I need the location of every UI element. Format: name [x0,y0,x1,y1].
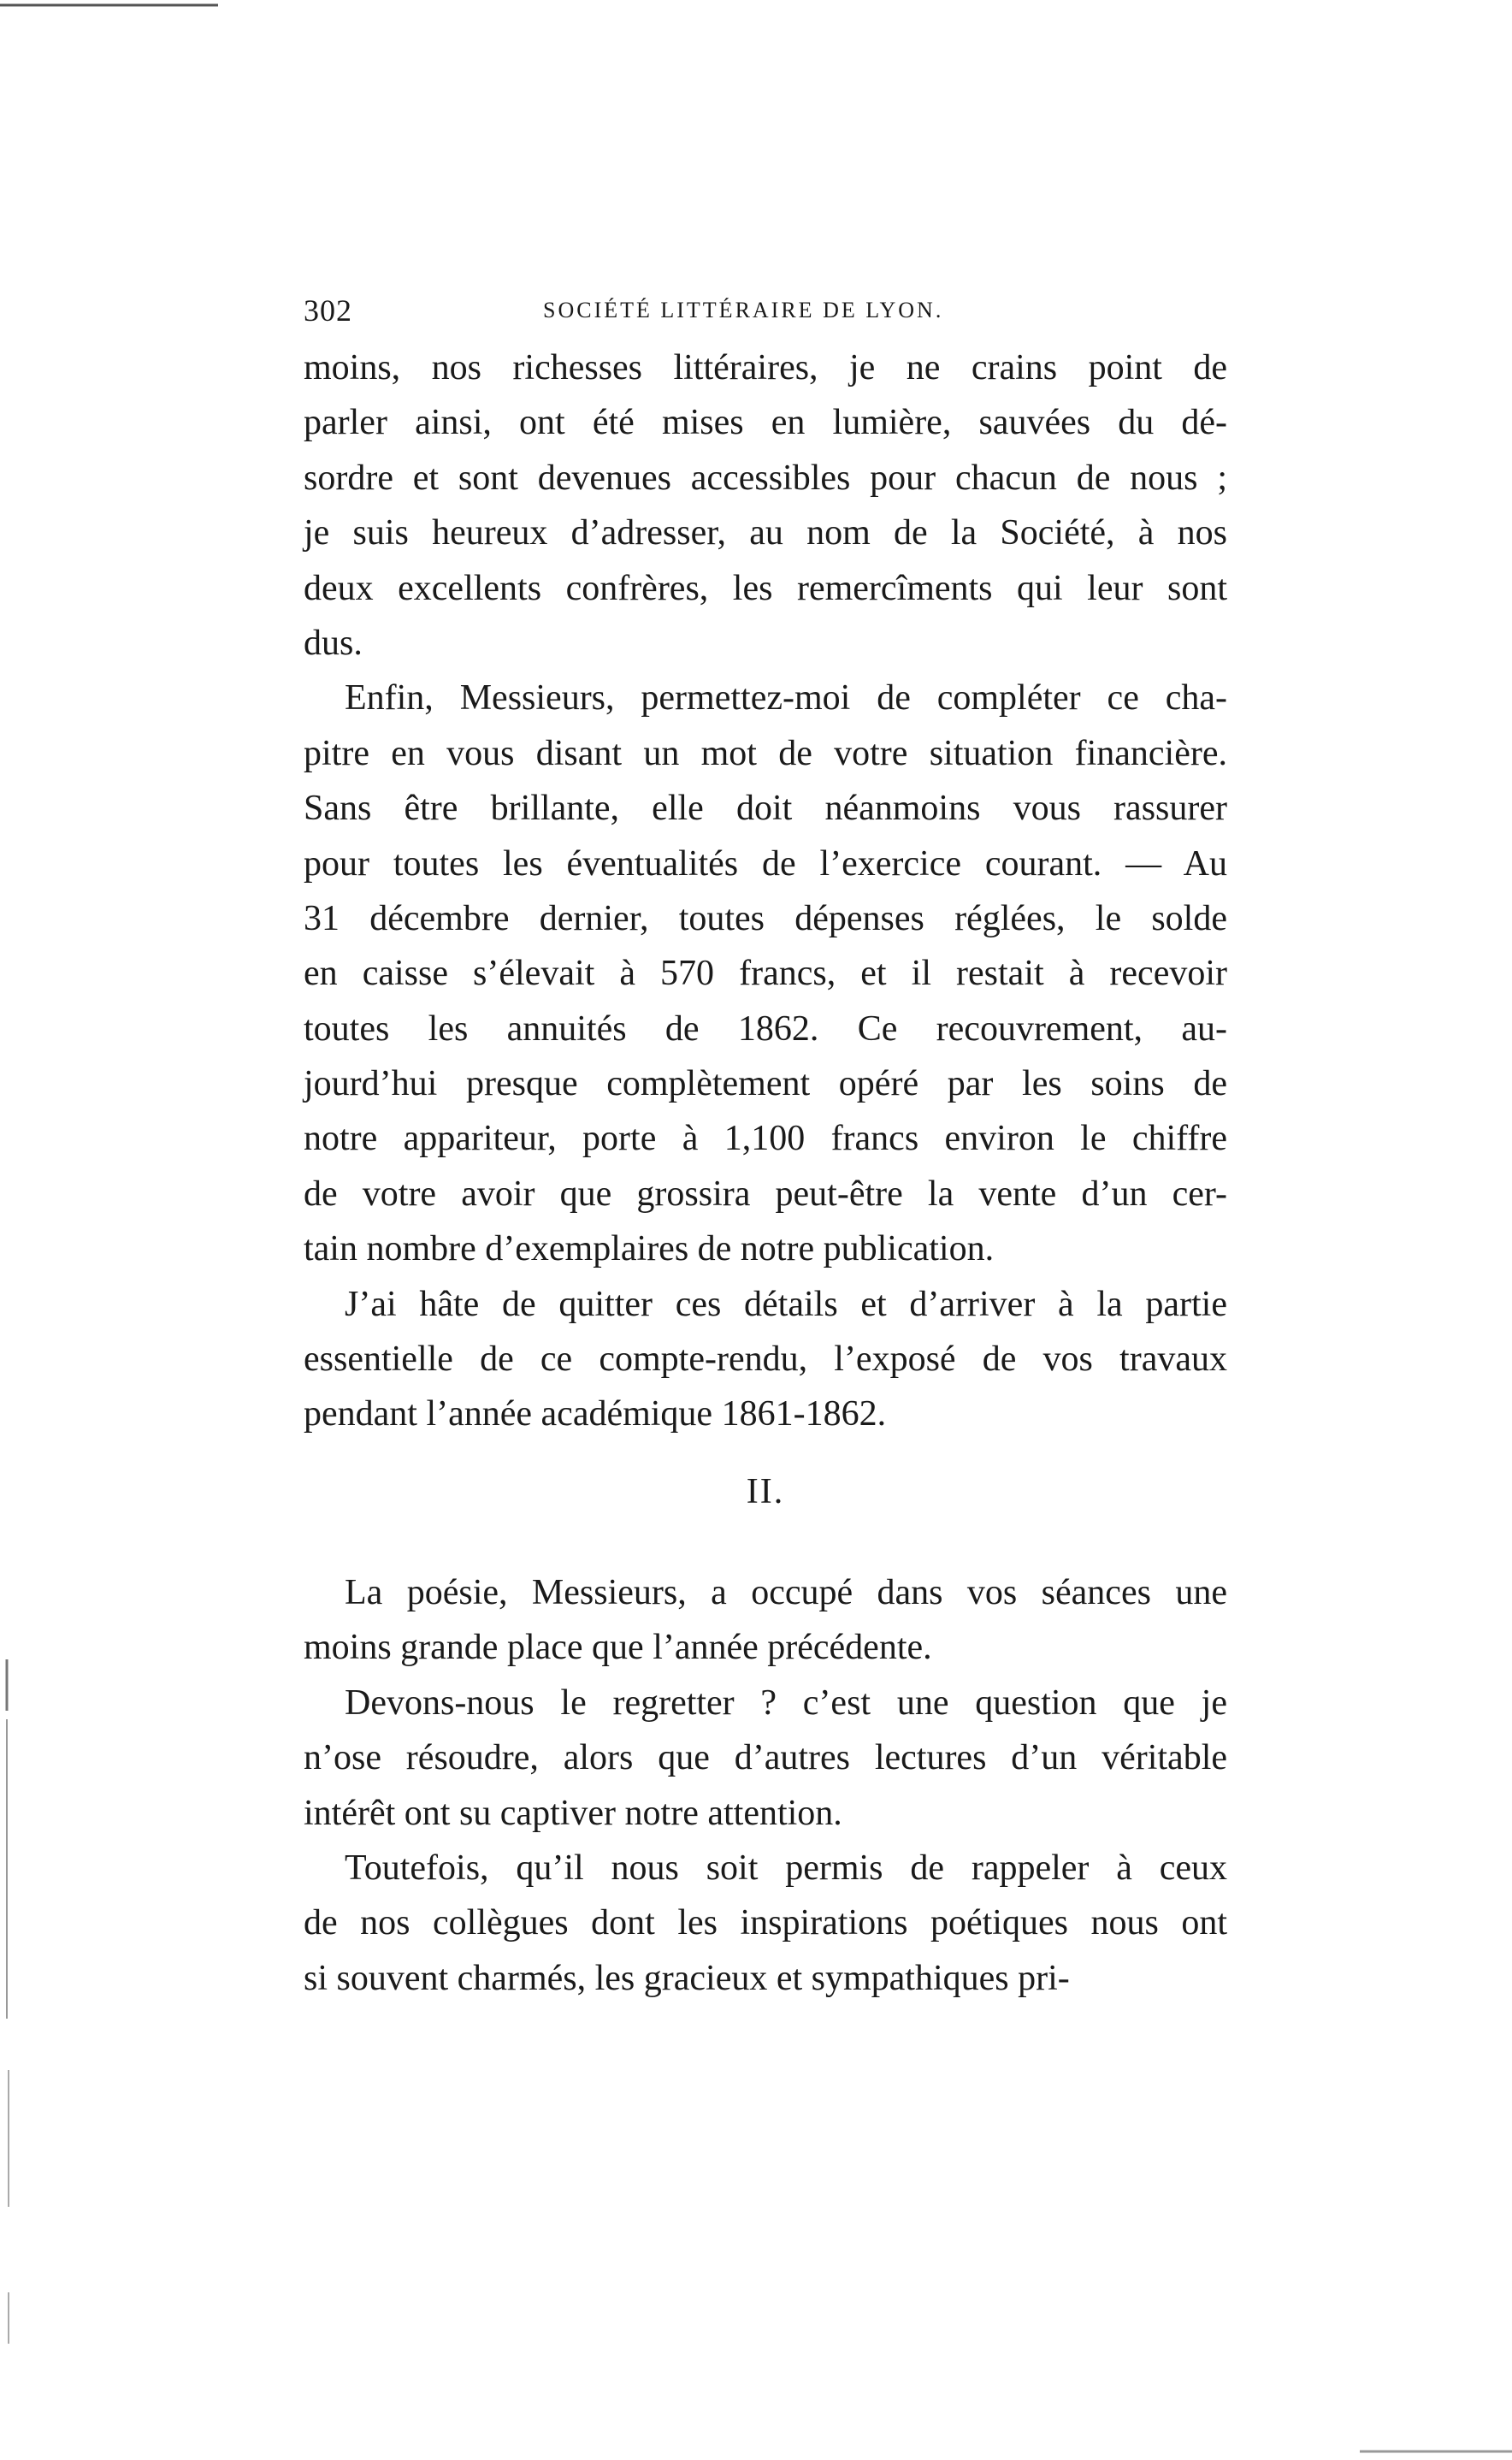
text-line: notre appariteur, porte à 1,100 francs environ le chiffre [304,1119,1227,1159]
page-number: 302 [304,293,352,328]
body-text-part-1 [304,340,1227,1442]
text-line: tain nombre d’exemplaires de notre publication. [304,1229,995,1269]
text-line: en caisse s’élevait à 570 francs, et il restait à recevoir [304,954,1227,994]
text-line: moins grande place que l’année précédente. [304,1628,932,1668]
text-line: La poésie, Messieurs, a occupé dans vos séances une [345,1573,1227,1612]
running-head [304,293,1227,335]
text-line: pour toutes les éventualités de l’exercice courant. — Au [304,843,1227,884]
text-line: Toutefois, qu’il nous soit permis de rappeler à ceux [345,1848,1227,1888]
body-text-part-2 [304,1565,1227,2006]
text-line: dus. [304,623,363,663]
text-line: n’ose résoudre, alors que d’autres lectures d’un véritable [304,1738,1227,1778]
text-line: de votre avoir que grossira peut-être la vente d’un cer- [304,1174,1227,1214]
text-line: essentielle de ce compte-rendu, l’exposé de vos travaux [304,1339,1227,1380]
text-line: toutes les annuités de 1862. Ce recouvrement, au- [304,1008,1227,1049]
text-line: deux excellents confrères, les remercîments qui leur sont [304,568,1227,608]
running-title: SOCIÉTÉ LITTÉRAIRE DE LYON. [543,298,944,322]
text-line: moins, nos richesses littéraires, je ne crains point de [304,348,1227,387]
text-line: je suis heureux d’adresser, au nom de la Société, à nos [304,513,1227,553]
text-line: J’ai hâte de quitter ces détails et d’arriver à la partie [345,1284,1227,1324]
text-line: Sans être brillante, elle doit néanmoins vous rassurer [304,789,1227,829]
text-line: sordre et sont devenues accessibles pour chacun de nous ; [304,458,1227,498]
text-line: de nos collègues dont les inspirations poétiques nous ont [304,1903,1227,1943]
text-line: intérêt ont su captiver notre attention. [304,1793,842,1833]
text-line: pendant l’année académique 1861-1862. [304,1394,887,1434]
text-line: jourd’hui presque complètement opéré par les soins de [304,1064,1227,1104]
text-line: parler ainsi, ont été mises en lumière, sauvées du dé- [304,403,1227,443]
text-line: si souvent charmés, les gracieux et sympathiques pri- [304,1958,1070,1998]
text-line: Enfin, Messieurs, permettez-moi de compléter ce cha- [345,678,1227,718]
text-line: pitre en vous disant un mot de votre situation financière. [304,733,1227,773]
section-heading: II. [746,1472,785,1511]
text-line: 31 décembre dernier, toutes dépenses réglées, le solde [304,898,1227,938]
text-line: Devons-nous le regretter ? c’est une question que je [345,1682,1227,1723]
